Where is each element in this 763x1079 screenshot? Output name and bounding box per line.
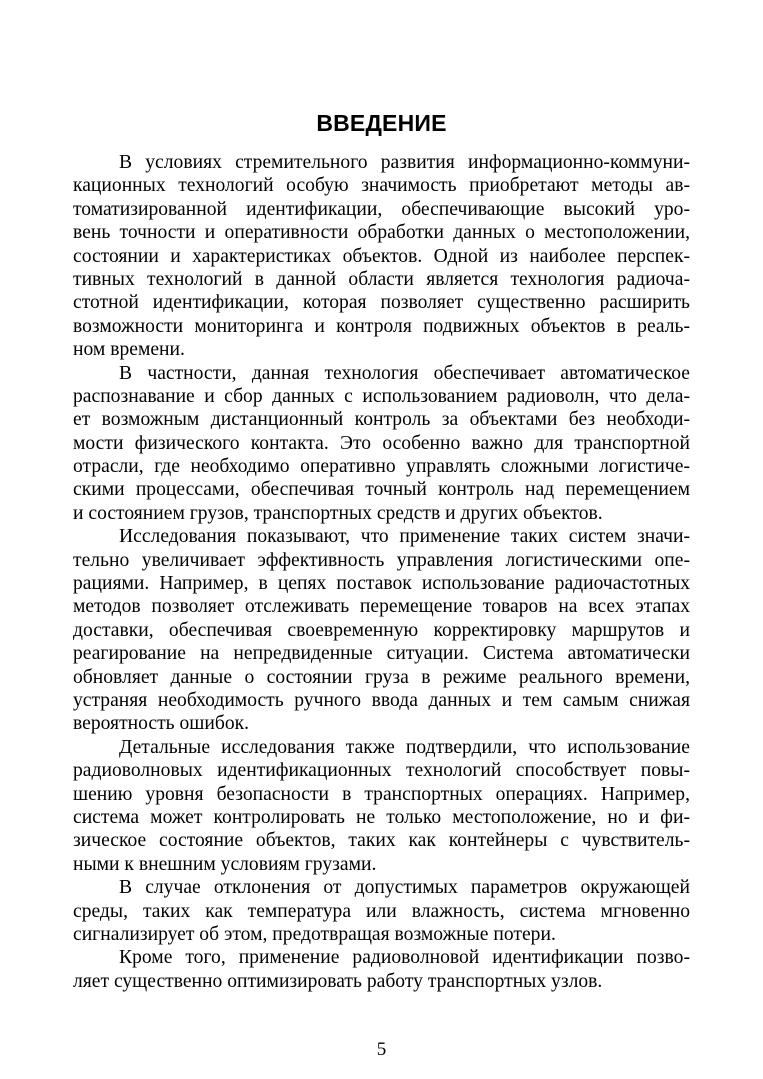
page-title: ВВЕДЕНИЕ [316,110,447,136]
text-line: и состоянием грузов, транспортных средств и других объектов. [73,502,603,524]
text-line: шению уровня безопасности в транспортных операциях. Например, [73,783,690,805]
text-line: реагирование на непредвиденные ситуации. Система автоматически [73,643,690,665]
text-line: вень точности и оперативности обработки данных о местоположении, [73,222,690,244]
paragraph-3 [73,525,690,736]
text-line: ном времени. [73,339,185,361]
text-line: тельно увеличивает эффективность управления логистическими опе- [73,549,690,571]
text-line: В частности, данная технология обеспечивает автоматическое [119,362,690,384]
text-line: томатизированной идентификации, обеспечивающие высокий уро- [73,198,690,220]
text-line: система может контролировать не только местоположение, но и фи- [73,806,690,828]
paragraph-2 [73,362,690,526]
text-line: доставки, обеспечивая своевременную корректировку маршрутов и [73,619,690,641]
paragraph-5 [73,876,690,946]
text-line: стотной идентификации, которая позволяет существенно расширить [73,292,690,314]
text-line: В условиях стремительного развития информационно-коммуни- [119,152,690,173]
text-line: устраняя необходимость ручного ввода данных и тем самым снижая [73,689,690,711]
text-line: рациями. Например, в цепях поставок использование радиочастотных [73,573,690,595]
text-line: методов позволяет отслеживать перемещение товаров на всех этапах [73,596,690,618]
text-line: мости физического контакта. Это особенно важно для транспортной [73,432,690,454]
document-body [73,151,690,993]
text-line: отрасли, где необходимо оперативно управлять сложными логистиче- [73,456,690,478]
text-line: возможности мониторинга и контроля подвижных объектов в реаль- [73,315,690,337]
paragraph-4 [73,736,690,876]
text-line: зическое состояние объектов, таких как контейнеры с чувствитель- [73,830,690,852]
text-line: Кроме того, применение радиоволновой идентификации позво- [119,947,690,969]
text-line: среды, таких как температура или влажность, система мгновенно [73,900,690,922]
text-line: Исследования показывают, что применение таких систем значи- [119,526,690,548]
text-line: ными к внешним условиям грузами. [73,853,377,875]
text-line: скими процессами, обеспечивая точный контроль над перемещением [73,479,690,501]
text-line: состоянии и характеристиках объектов. Одной из наиболее перспек- [73,245,690,267]
text-line: распознавание и сбор данных с использованием радиоволн, что дела- [73,385,690,407]
paragraph-6 [73,946,690,993]
text-line: вероятность ошибок. [73,713,250,735]
text-line: радиоволновых идентификационных технологий способствует повы- [73,760,690,782]
text-line: Детальные исследования также подтвердили, что использование [119,736,690,758]
text-line: кационных технологий особую значимость приобретают методы ав- [73,175,690,197]
page-number: 5 [376,1039,387,1060]
text-line: ляет существенно оптимизировать работу транспортных узлов. [73,970,603,992]
text-line: обновляет данные о состоянии груза в режиме реального времени, [73,666,690,688]
text-line: ет возможным дистанционный контроль за объектами без необходи- [73,409,690,431]
text-line: В случае отклонения от допустимых параметров окружающей [119,877,690,899]
paragraph-1 [73,151,690,362]
text-line: тивных технологий в данной области является технология радиоча- [73,268,690,290]
text-line: сигнализирует об этом, предотвращая возможные потери. [73,923,556,945]
